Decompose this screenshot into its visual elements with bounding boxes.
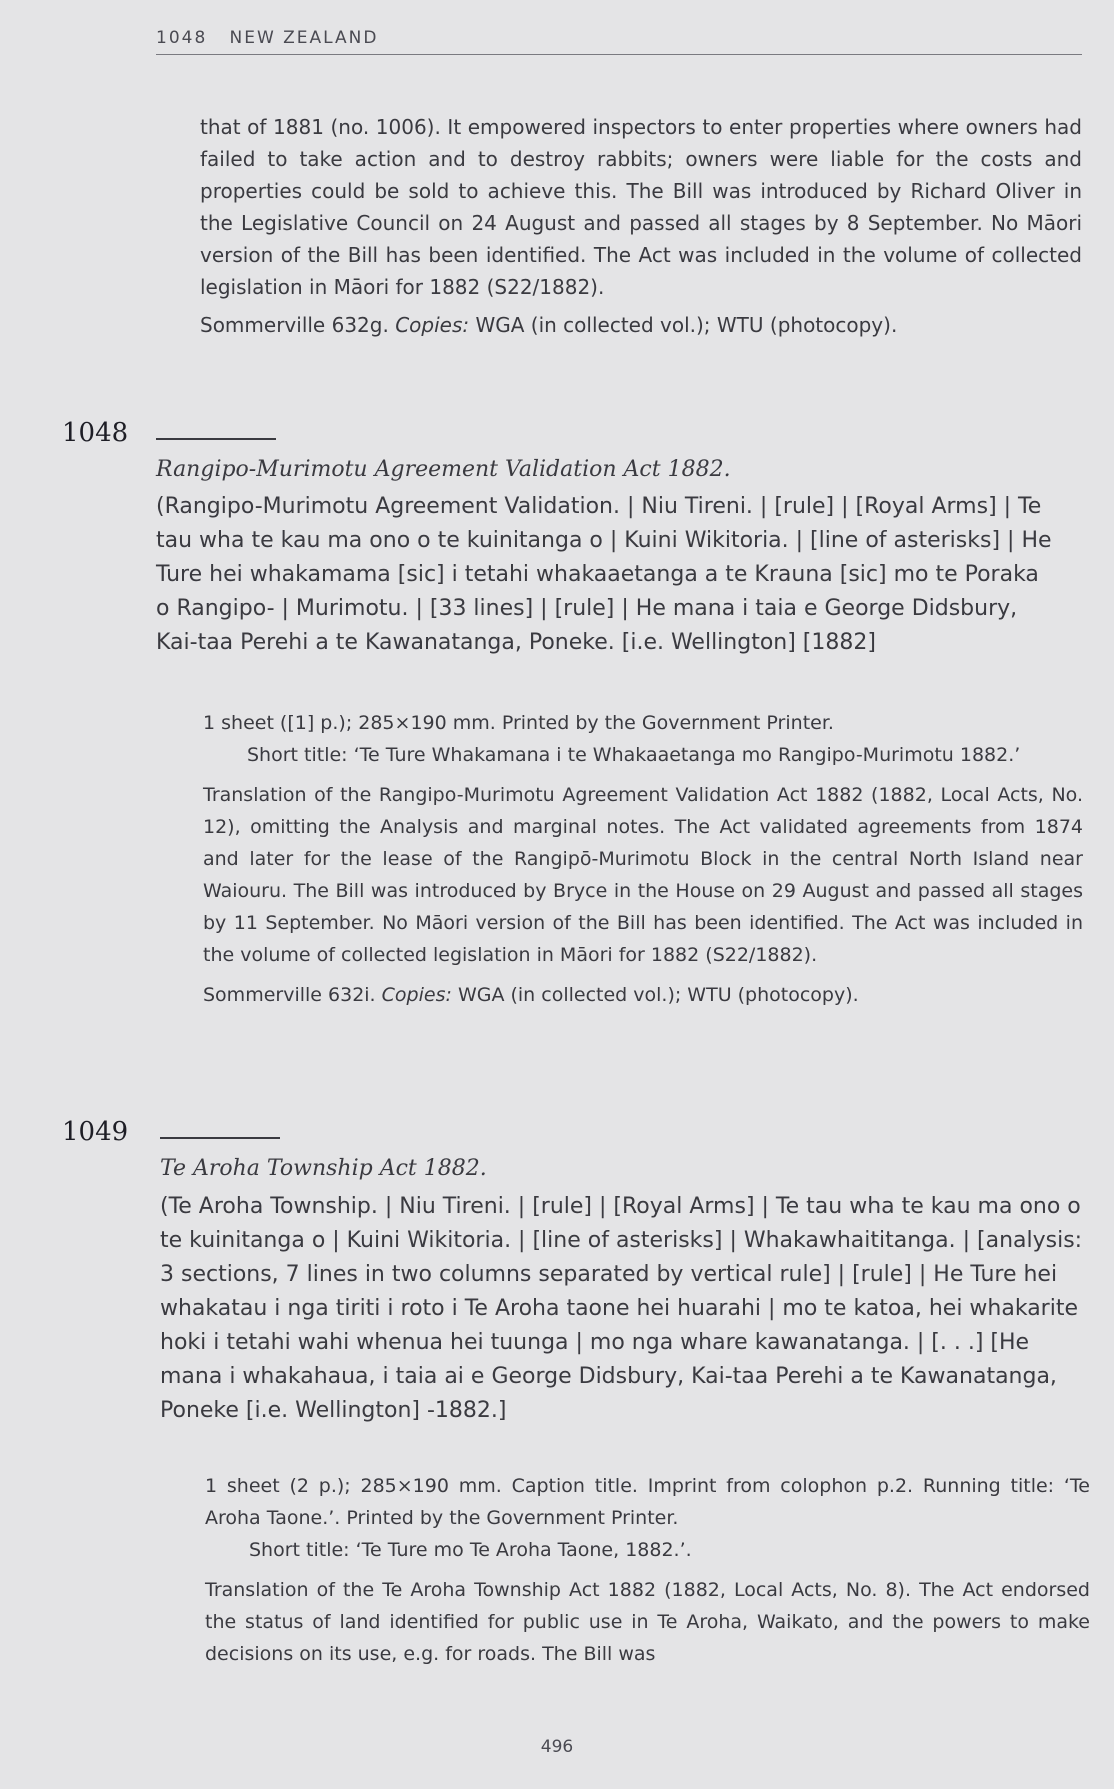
transcription-text: (Te Aroha Township. | Niu Tireni. | [rule] | [Royal Arms] | Te tau wha te kau ma ono o te kuinitanga o | Kuini Wikitoria. | [line of asterisks] | Whakawhaititanga. | [analysis: 3 sections, 7 lines in two columns separated by vertical rule] | [rule] | He Ture hei whakatau i nga tiriti i roto i Te Aroha taone hei huarahi | mo te katoa, hei whakarite hoki i tetahi wahi whenua hei tuunga | mo nga whare kawanatanga. | [. . .] [He mana i whakahaua, i taia ai e George Didsbury, Kai-taa Perehi a te Kawanatanga, Poneke [i.e. Wellington] -1882.] (160, 1194, 1083, 1423)
header-running-title: NEW ZEALAND (229, 28, 379, 48)
running-header (156, 28, 1082, 55)
copies-text: WGA (in collected vol.); WTU (photocopy). (475, 313, 898, 337)
entry-title: Rangipo-Murimotu Agreement Validation Act 1882. (156, 457, 731, 482)
reference-line (203, 979, 1083, 1011)
entry-transcription (160, 1190, 1090, 1428)
copies-text: WGA (in collected vol.); WTU (photocopy). (457, 984, 859, 1006)
transcription-text: (Rangipo-Murimotu Agreement Validation. | Niu Tireni. | [rule] | [Royal Arms] | Te tau wha te kau ma ono o te kuinitanga o | Kuini Wikitoria. | [line of asterisks] | He Ture hei whakamama [sic] i tetahi whakaaetanga a te Krauna [sic] mo te Poraka o Rangipo- | Murimotu. | [33 lines] | [rule] | He mana i taia e George Didsbury, Kai-taa Perehi a te Kawanatanga, Poneke. [i.e. Wellington] [1882] (156, 494, 1052, 655)
header-page-number: 1048 (156, 28, 208, 48)
entry-note: Translation of the Rangipo-Murimotu Agreement Validation Act 1882 (1882, Local Acts, No. 12), omitting the Analysis and marginal notes. The Act validated agreements from 1874 and later for the lease of the Rangipō-Murimotu Block in the central North Island near Waiouru. The Bill was introduced by Bryce in the House on 29 August and passed all stages by 11 September. No Māori version of the Bill has been identified. The Act was included in the volume of collected legislation in Māori for 1882 (S22/1882). (203, 784, 1083, 966)
footer-page-number: 496 (540, 1737, 574, 1757)
entry-notes (205, 1470, 1090, 1670)
entry-notes (203, 707, 1083, 1011)
entry-note: Translation of the Te Aroha Township Act 1882 (1882, Local Acts, No. 8). The Act endorsed the status of land identified for public use in Te Aroha, Waikato, and the powers to make decisions on its use, e.g. for roads. The Bill was (205, 1579, 1090, 1665)
physical-description: 1 sheet (2 p.); 285×190 mm. Caption title. Imprint from colophon p.2. Running title: ‘Te Aroha Taone.’. Printed by the Government Printer. (205, 1475, 1090, 1529)
continued-entry (200, 111, 1082, 341)
continued-paragraph: that of 1881 (no. 1006). It empowered inspectors to enter properties where owners had failed to take action and to destroy rabbits; owners were liable for the costs and properties could be sold to achieve this. The Bill was introduced by Richard Oliver in the Legislative Council on 24 August and passed all stages by 8 September. No Māori version of the Bill has been identified. The Act was included in the volume of collected legislation in Māori for 1882 (S22/1882). (200, 115, 1082, 299)
entry-rule (156, 438, 276, 440)
entry-number: 1049 (62, 1117, 129, 1147)
entry-title: Te Aroha Township Act 1882. (160, 1156, 487, 1181)
entry-number: 1048 (62, 418, 129, 448)
physical-description: 1 sheet ([1] p.); 285×190 mm. Printed by the Government Printer. (203, 712, 834, 734)
copies-label: Copies: (395, 313, 470, 337)
reference-prefix: Sommerville 632i. (203, 984, 376, 1006)
reference-line (200, 309, 1082, 341)
reference-prefix: Sommerville 632g. (200, 313, 389, 337)
short-title: Short title: ‘Te Ture Whakamana i te Whakaaetanga mo Rangipo-Murimotu 1882.’ (247, 744, 1021, 766)
copies-label: Copies: (381, 984, 452, 1006)
entry-rule (160, 1137, 280, 1139)
entry-transcription (156, 490, 1056, 660)
short-title: Short title: ‘Te Ture mo Te Aroha Taone, 1882.’. (249, 1539, 692, 1561)
